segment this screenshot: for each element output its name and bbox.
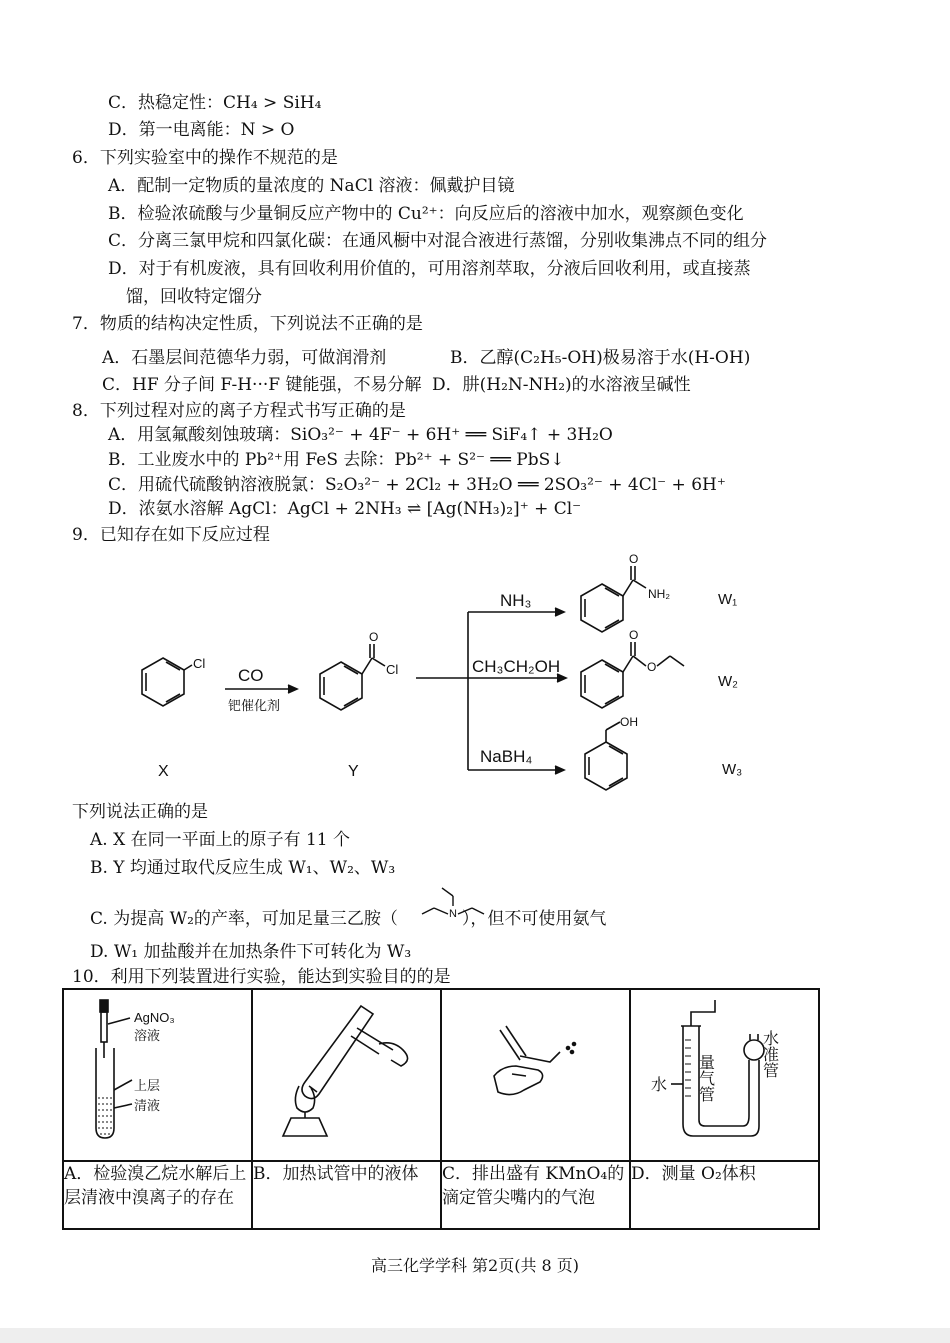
q9-option-d: D. W₁ 加盐酸并在加热条件下可转化为 W₃: [90, 942, 412, 962]
q9-option-c-pre: C. 为提高 W₂的产率，可加足量三乙胺（: [90, 909, 398, 929]
triethylamine-structure: [418, 880, 490, 930]
q6-option-b: B．检验浓硫酸与少量铜反应产物中的 Cu²⁺：向反应后的溶液中加水，观察颜色变化: [108, 204, 744, 224]
gas-measuring-figure: [631, 990, 821, 1156]
x-cl-label: Cl: [193, 656, 206, 671]
heating-test-tube-figure: [253, 990, 439, 1156]
water-label: 水: [651, 1077, 668, 1094]
y-o-label: O: [369, 630, 379, 644]
benzoyl-chloride-structure: [320, 644, 385, 710]
q10-stem: 10．利用下列装置进行实验，能达到实验目的的是: [72, 967, 451, 987]
apparatus-c-cell: [441, 989, 630, 1161]
apparatus-table: [62, 988, 820, 1230]
q8-option-d: D．浓氨水溶解 AgCl：AgCl + 2NH₃ ⇌ [Ag(NH₃)₂]⁺ + Cl⁻: [108, 499, 582, 519]
q7-stem: 7．物质的结构决定性质，下列说法不正确的是: [72, 314, 423, 334]
y-cl-label: Cl: [386, 662, 399, 677]
q5-option-d: D．第一电离能：N > O: [108, 120, 295, 140]
x-label: X: [158, 763, 169, 780]
w1-label: W₁: [718, 591, 738, 608]
apparatus-a-cell: [63, 989, 252, 1161]
triethylamine-n-label: N: [449, 908, 457, 920]
agno3-label: AgNO₃: [134, 1010, 175, 1025]
q7-option-c: C．HF 分子间 F-H···F 键能强，不易分解: [102, 375, 422, 395]
w3-oh-label: OH: [620, 715, 638, 729]
w2-carbonyl-o-label: O: [629, 628, 639, 642]
q9-option-a: A. X 在同一平面上的原子有 11 个: [90, 830, 351, 850]
caption-b: B．加热试管中的液体: [252, 1161, 441, 1229]
w2-label: W₂: [718, 673, 738, 690]
y-label: Y: [348, 763, 359, 780]
scan-edge: [0, 1328, 950, 1343]
gas-tube-label: 量气管: [696, 1054, 714, 1102]
q6-stem: 6．下列实验室中的操作不规范的是: [72, 148, 338, 168]
q7-option-b: B．乙醇(C₂H₅-OH)极易溶于水(H-OH): [450, 348, 751, 368]
level-tube-label: 水准管: [760, 1030, 778, 1078]
q7-option-a: A．石墨层间范德华力弱，可做润滑剂: [102, 348, 387, 368]
q9-option-b: B. Y 均通过取代反应生成 W₁、W₂、W₃: [90, 858, 396, 878]
ethyl-benzoate-structure: [581, 642, 684, 708]
w1-o-label: O: [629, 552, 639, 566]
catalyst-label: 钯催化剂: [228, 698, 281, 713]
q6-option-a: A．配制一定物质的量浓度的 NaCl 溶液：佩戴护目镜: [108, 176, 515, 196]
w1-nh2-label: NH₂: [648, 587, 670, 601]
apparatus-b-cell: [252, 989, 441, 1161]
w3-label: W₃: [722, 761, 743, 778]
clear-liquid-label: 清液: [134, 1098, 161, 1113]
solution-label: 溶液: [134, 1028, 161, 1043]
q9-stem: 9．已知存在如下反应过程: [72, 525, 270, 545]
q8-option-b: B．工业废水中的 Pb²⁺用 FeS 去除：Pb²⁺ + S²⁻ ══ PbS↓: [108, 450, 565, 470]
q9-option-c: [90, 908, 606, 930]
benzyl-alcohol-structure: [585, 722, 627, 790]
caption-c: C．排出盛有 KMnO₄的滴定管尖嘴内的气泡: [441, 1161, 630, 1229]
upper-layer-label: 上层: [134, 1078, 161, 1093]
caption-a: A．检验溴乙烷水解后上层清液中溴离子的存在: [63, 1161, 252, 1229]
apparatus-d-cell: [630, 989, 819, 1161]
benzamide-structure: [581, 566, 646, 632]
nabh4-reagent: NaBH₄: [480, 747, 533, 766]
q6-option-d-cont: 馏，回收特定馏分: [126, 287, 262, 307]
burette-bubble-figure: [442, 990, 628, 1156]
q6-option-d: D．对于有机废液，具有回收利用价值的，可用溶剂萃取，分液后回收利用，或直接蒸: [108, 259, 751, 279]
dropper-test-tube-figure: [64, 990, 250, 1156]
chlorobenzene-structure: [142, 658, 192, 706]
caption-d: D．测量 O₂体积: [630, 1161, 819, 1229]
nh3-reagent: NH₃: [500, 591, 532, 610]
q9-option-c-post: ），但不可使用氨气: [461, 909, 607, 929]
q8-option-c: C．用硫代硫酸钠溶液脱氯：S₂O₃²⁻ + 2Cl₂ + 3H₂O ══ 2SO₃²⁻ + 4Cl⁻ + 6H⁺: [108, 475, 726, 495]
q8-stem: 8．下列过程对应的离子方程式书写正确的是: [72, 401, 406, 421]
q5-option-c: C．热稳定性：CH₄ > SiH₄: [108, 93, 322, 113]
q8-option-a: A．用氢氟酸刻蚀玻璃：SiO₃²⁻ + 4F⁻ + 6H⁺ ══ SiF₄↑ + 3H₂O: [108, 425, 613, 445]
q7-option-d: D．肼(H₂N-NH₂)的水溶液呈碱性: [432, 375, 691, 395]
co-label: CO: [238, 666, 264, 685]
page-footer: 高三化学学科 第2页(共 8 页): [370, 1256, 580, 1275]
q9-prompt: 下列说法正确的是: [72, 802, 208, 822]
reaction-scheme: [60, 548, 860, 798]
q6-option-c: C．分离三氯甲烷和四氯化碳：在通风橱中对混合液进行蒸馏，分别收集沸点不同的组分: [108, 231, 768, 251]
ethanol-reagent: CH₃CH₂OH: [472, 657, 561, 676]
w2-ester-o-label: O: [647, 660, 657, 674]
